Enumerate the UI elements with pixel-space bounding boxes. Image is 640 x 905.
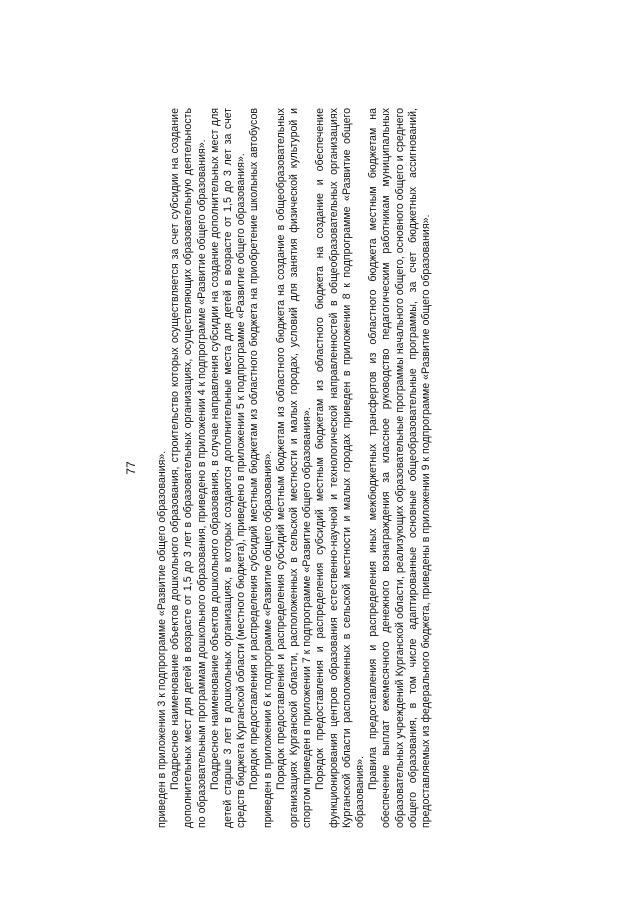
paragraph: Правила предоставления и распределения иных межбюджетных трансфертов из областного бюджета местным бюджетам на обеспечение выплат ежемесячного денежного вознаграждения за классное руководство педагогическим работникам муниципальных образовательных учреждений Курганской области, реализующих образовательные программы начального общего, основного общего и среднего общего образования, в том числе адаптированные основные общеобразовательные программы, за счет бюджетных ассигнований, предоставляемых из федерального бюджета, приведены в приложении 9 к подпрограмме «Развитие общего образования».: [367, 108, 433, 828]
paragraph: Порядок предоставления и распределения субсидий местным бюджетам из областного бюджета на приобретение школьных автобусов приведен в приложении 6 к подпрограмме «Развитие общего образования».: [248, 108, 274, 828]
paragraph: Поадресное наименование объектов дошкольного образования, в случае направления субсидии на создание дополнительных мест для детей старше 3 лет в дошкольных организациях, в которых создаются дополнительные места для детей в возрасте от 1,5 до 3 лет за счет средств бюджета Курганской области (местного бюджета), приведено в приложении 5 к подпрограмме «Развитие общего образования».: [208, 108, 248, 828]
page-body: [156, 108, 433, 828]
paragraph: Порядок предоставления и распределения субсидий местным бюджетам из областного бюджета на создание в общеобразовательных организациях Курганской области, расположенных в сельской местности и малых городах, условий для занятия физической культурой и спортом приведен в приложении 7 к подпрограмме «Развитие общего образования».: [274, 108, 314, 828]
page-number: 77: [124, 461, 138, 475]
document-page: [124, 108, 516, 828]
paragraph: Порядок предоставления и распределения субсидий местным бюджетам из областного бюджета на создание и обеспечение функционирования центров образования естественно-научной и технологической направленностей в общеобразовательных организациях Курганской области расположенных в сельской местности и малых городах приведен в приложении 8 к подпрограмме «Развитие общего образования».: [314, 108, 367, 828]
paragraph-continuation: приведен в приложении 3 к подпрограмме «Развитие общего образования».: [156, 450, 168, 828]
paragraph: Поадресное наименование объектов дошкольного образования, строительство которых осуществляется за счет субсидии на создание дополнительных мест для детей в возрасте от 1,5 до 3 лет в образовательных организациях, осуществляющих образовательную деятельность по образовательным программам дошкольного образования, приведено в приложении 4 к подпрограмме «Развитие общего образования».: [169, 108, 208, 828]
